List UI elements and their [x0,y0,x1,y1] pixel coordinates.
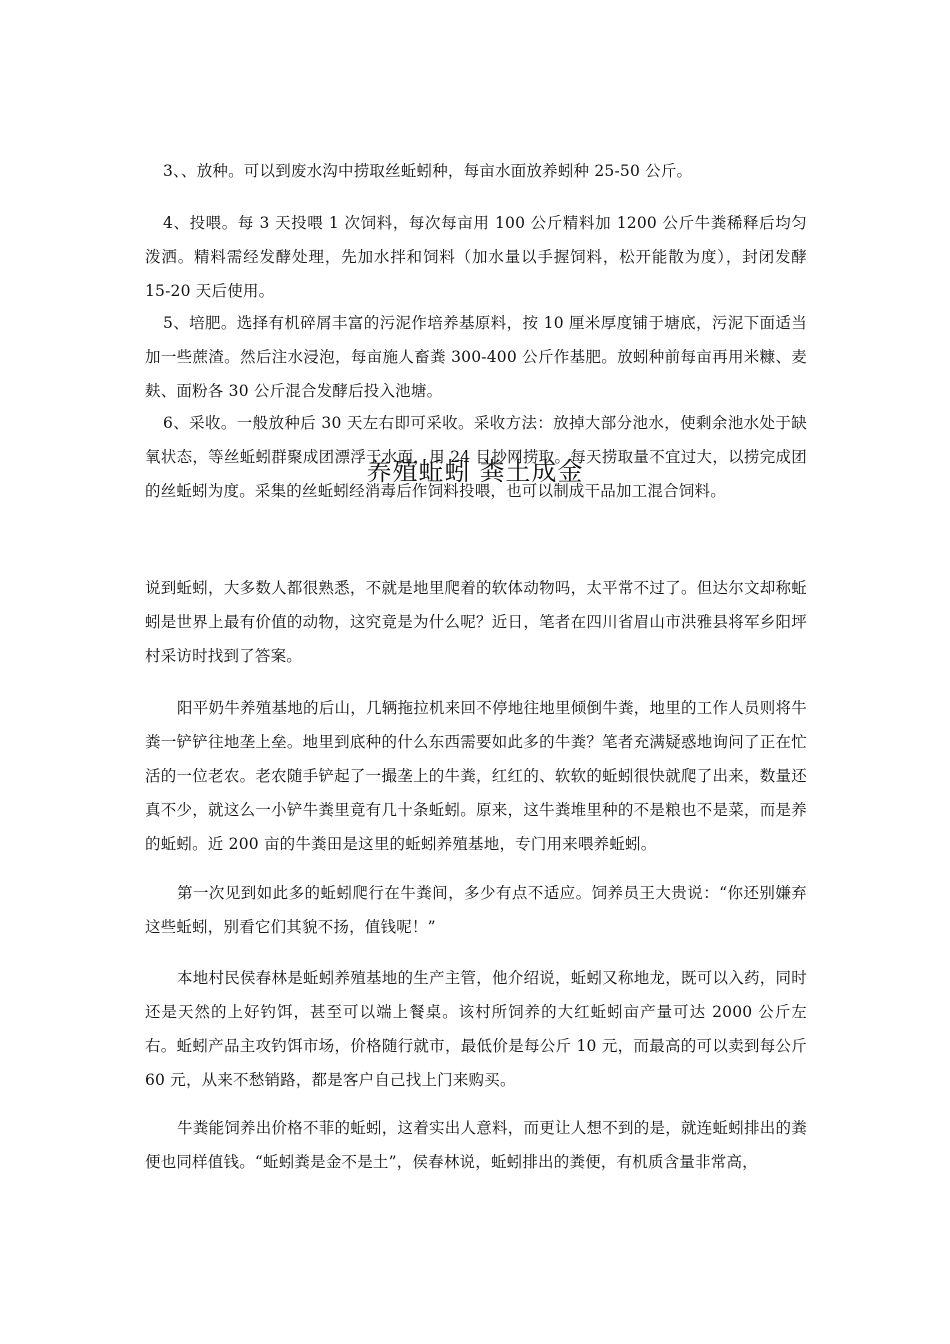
article-paragraph-worker-quote: 第一次见到如此多的蚯蚓爬行在牛粪间，多少有点不适应。饲养员王大贵说：“你还别嫌弃这些蚯蚓，别看它们其貌不扬，值钱呢！” [145,883,807,936]
list-item-fertilizing: 5、培肥。选择有机碎屑丰富的污泥作培养基原料，按 10 厘米厚度铺于塘底，污泥下面适当加一些蔗渣。然后注水浸泡，每亩施人畜粪 300-400 公斤作基肥。放蚓种前每亩再用米糠、麦麸、面粉各 30 公斤混合发酵后投入池塘。 [145,313,807,400]
article-title: 养殖蚯蚓 粪土成金 [366,457,584,486]
list-item-feeding: 4、投喂。每 3 天投喂 1 次饲料，每次每亩用 100 公斤精料加 1200 公斤牛粪稀释后均匀泼洒。精料需经发酵处理，先加水拌和饲料（加水量以手握饲料，松开能散为度），封闭发酵 15-20 天后使用。 [145,213,807,300]
list-item-harvest: 6、采收。一般放种后 30 天左右即可采收。采收方法：放掉大部分池水，使剩余池水处于缺氧状态，等丝蚯蚓群聚成团漂浮于水面，用 24 目抄网捞取。每天捞取量不宜过大，以捞完成团的丝蚯蚓为度。采集的丝蚯蚓经消毒后作饲料投喂，也可以制成干品加工混合饲料。 [145,413,807,500]
article-paragraph-base: 阳平奶牛养殖基地的后山，几辆拖拉机来回不停地往地里倾倒牛粪，地里的工作人员则将牛粪一铲铲往地垄上垒。地里到底种的什么东西需要如此多的牛粪？笔者充满疑惑地询问了正在忙活的一位老农。老农随手铲起了一撮垄上的牛粪，红红的、软软的蚯蚓很快就爬了出来，数量还真不少，就这么一小铲牛粪里竟有几十条蚯蚓。原来，这牛粪堆里种的不是粮也不是菜，而是养的蚯蚓。近 200 亩的牛粪田是这里的蚯蚓养殖基地，专门用来喂养蚯蚓。 [145,698,807,853]
article-paragraph-manager: 本地村民侯春林是蚯蚓养殖基地的生产主管，他介绍说，蚯蚓又称地龙，既可以入药，同时还是天然的上好钓饵，甚至可以端上餐桌。该村所饲养的大红蚯蚓亩产量可达 2000 公斤左右。蚯蚓产品主攻钓饵市场，价格随行就市，最低价是每公斤 10 元，而最高的可以卖到每公斤 60 元，从来不愁销路，都是客户自己找上门来购买。 [145,968,807,1089]
list-item-release-seed: 3、、放种。可以到废水沟中捞取丝蚯蚓种，每亩水面放养蚓种 25-50 公斤。 [163,161,693,180]
article-paragraph-intro: 说到蚯蚓，大多数人都很熟悉，不就是地里爬着的软体动物吗，太平常不过了。但达尔文却称蚯蚓是世界上最有价值的动物，这究竟是为什么呢？近日，笔者在四川省眉山市洪雅县将军乡阳坪村采访时找到了答案。 [145,578,807,665]
article-paragraph-manure-value: 牛粪能饲养出价格不菲的蚯蚓，这着实出人意料，而更让人想不到的是，就连蚯蚓排出的粪便也同样值钱。“蚯蚓粪是金不是土”，侯春林说，蚯蚓排出的粪便，有机质含量非常高， [145,1118,807,1171]
